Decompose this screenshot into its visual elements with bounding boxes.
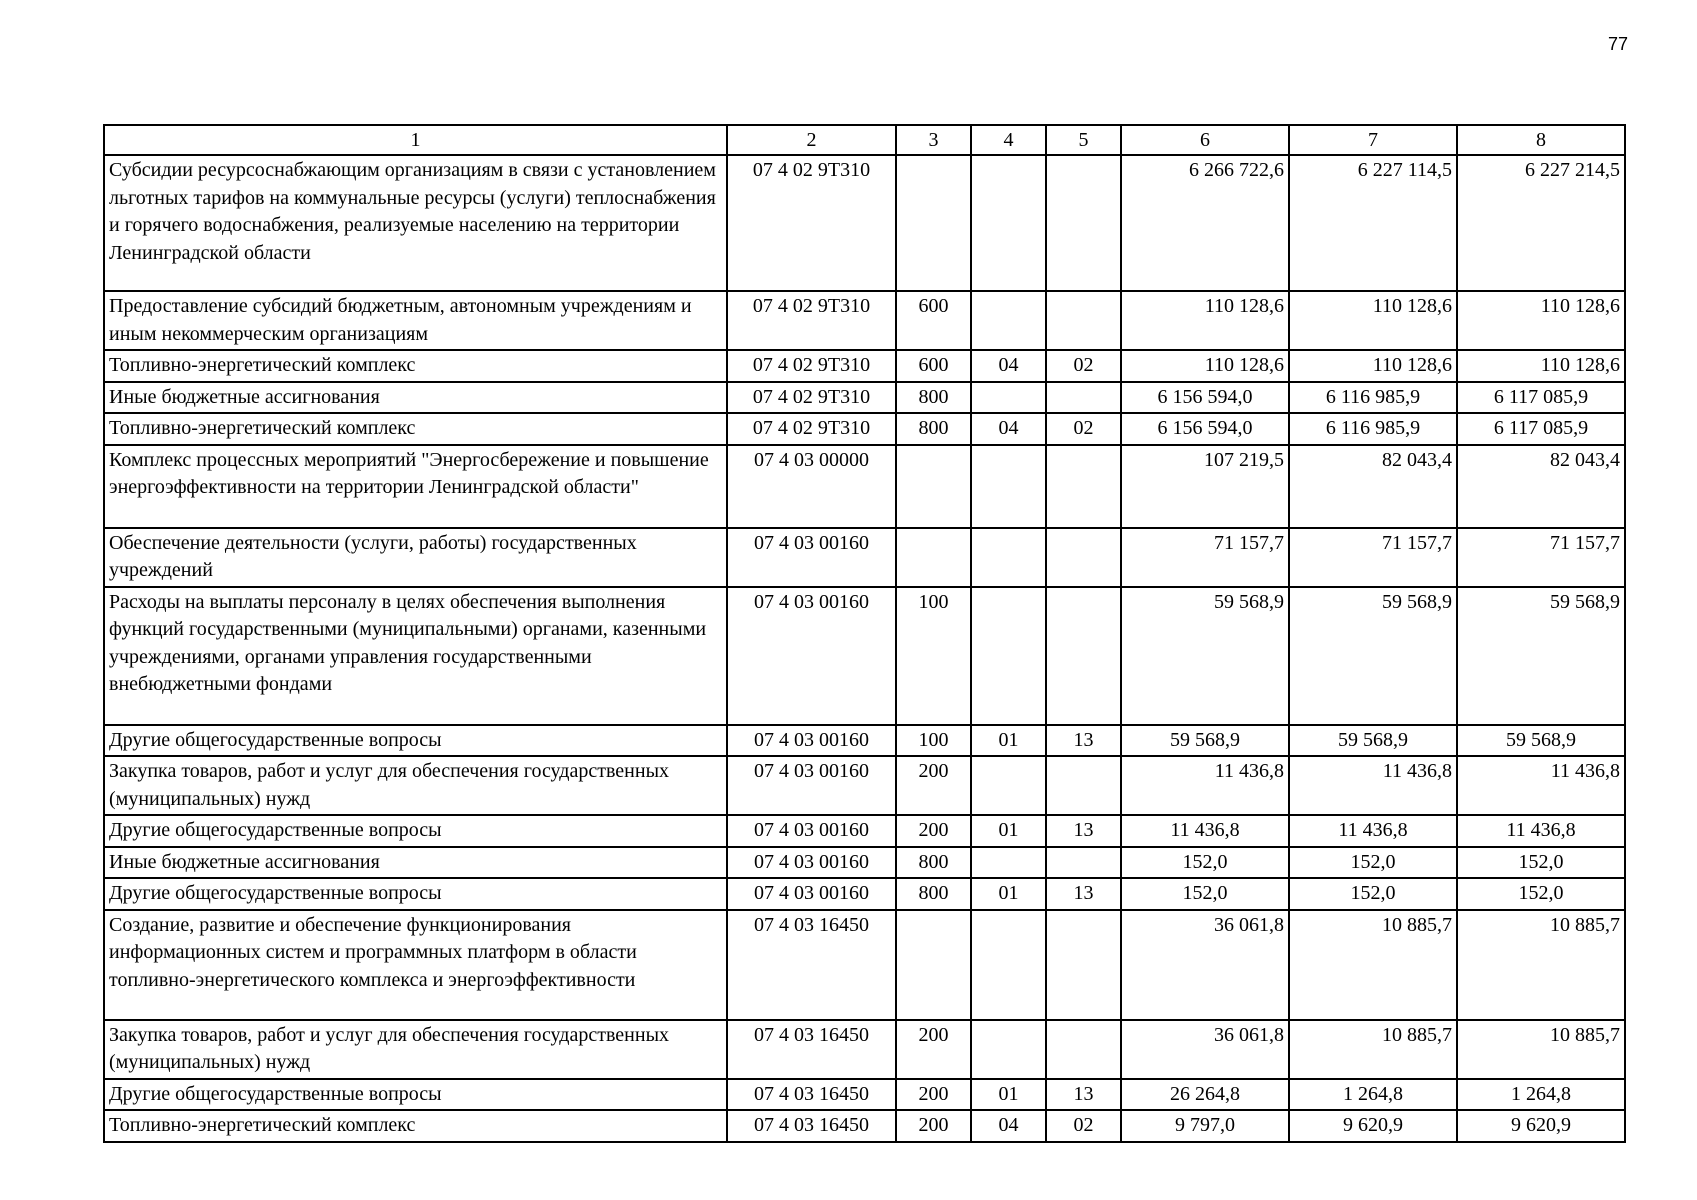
- row-expense-type: 800: [896, 847, 971, 879]
- table-row: [104, 350, 1625, 382]
- row-value-8: 6 227 214,5: [1457, 155, 1625, 291]
- row-value-6: 6 156 594,0: [1121, 382, 1289, 414]
- row-section: [971, 155, 1046, 291]
- row-value-8: 59 568,9: [1457, 725, 1625, 757]
- row-name: Топливно-энергетический комплекс: [104, 413, 727, 445]
- row-value-8: 11 436,8: [1457, 756, 1625, 815]
- row-code: 07 4 02 9Т310: [727, 350, 896, 382]
- row-value-7: 59 568,9: [1289, 725, 1457, 757]
- row-code: 07 4 03 00000: [727, 445, 896, 528]
- table-row: [104, 587, 1625, 725]
- row-code: 07 4 03 00160: [727, 847, 896, 879]
- row-section: 01: [971, 815, 1046, 847]
- row-section: 01: [971, 1079, 1046, 1111]
- table-header-row: [104, 125, 1625, 155]
- row-code: 07 4 03 00160: [727, 815, 896, 847]
- row-value-7: 10 885,7: [1289, 910, 1457, 1020]
- row-value-6: 9 797,0: [1121, 1110, 1289, 1142]
- row-value-7: 6 116 985,9: [1289, 413, 1457, 445]
- row-section: 04: [971, 1110, 1046, 1142]
- column-header: 7: [1289, 125, 1457, 155]
- table-row: [104, 878, 1625, 910]
- row-expense-type: 800: [896, 382, 971, 414]
- row-value-6: 59 568,9: [1121, 587, 1289, 725]
- row-expense-type: 600: [896, 350, 971, 382]
- row-value-8: 1 264,8: [1457, 1079, 1625, 1111]
- row-expense-type: 200: [896, 1020, 971, 1079]
- row-value-6: 6 156 594,0: [1121, 413, 1289, 445]
- row-value-7: 10 885,7: [1289, 1020, 1457, 1079]
- table-row: [104, 815, 1625, 847]
- row-code: 07 4 03 00160: [727, 528, 896, 587]
- row-value-7: 9 620,9: [1289, 1110, 1457, 1142]
- row-name: Расходы на выплаты персоналу в целях обеспечения выполнения функций государственными (муниципальными) органами, казенными учреждениями, органами управления государственными внебюджетными фондами: [104, 587, 727, 725]
- row-value-8: 11 436,8: [1457, 815, 1625, 847]
- table-row: [104, 910, 1625, 1020]
- row-section: 01: [971, 878, 1046, 910]
- row-value-7: 110 128,6: [1289, 291, 1457, 350]
- row-value-8: 110 128,6: [1457, 350, 1625, 382]
- row-section: [971, 528, 1046, 587]
- table-row: [104, 155, 1625, 291]
- row-subsection: [1046, 291, 1121, 350]
- row-value-7: 11 436,8: [1289, 815, 1457, 847]
- row-value-6: 6 266 722,6: [1121, 155, 1289, 291]
- row-expense-type: 200: [896, 1110, 971, 1142]
- row-name: Другие общегосударственные вопросы: [104, 725, 727, 757]
- row-value-8: 10 885,7: [1457, 1020, 1625, 1079]
- row-value-6: 59 568,9: [1121, 725, 1289, 757]
- row-value-8: 71 157,7: [1457, 528, 1625, 587]
- row-name: Закупка товаров, работ и услуг для обеспечения государственных (муниципальных) нужд: [104, 756, 727, 815]
- row-value-8: 110 128,6: [1457, 291, 1625, 350]
- table-row: [104, 528, 1625, 587]
- row-value-8: 152,0: [1457, 878, 1625, 910]
- row-value-8: 9 620,9: [1457, 1110, 1625, 1142]
- table-row: [104, 291, 1625, 350]
- row-value-8: 59 568,9: [1457, 587, 1625, 725]
- row-section: [971, 1020, 1046, 1079]
- row-code: 07 4 02 9Т310: [727, 413, 896, 445]
- row-value-6: 152,0: [1121, 878, 1289, 910]
- row-value-7: 152,0: [1289, 878, 1457, 910]
- column-header: 4: [971, 125, 1046, 155]
- row-subsection: [1046, 847, 1121, 879]
- column-header: 3: [896, 125, 971, 155]
- row-code: 07 4 02 9Т310: [727, 155, 896, 291]
- row-name: Другие общегосударственные вопросы: [104, 878, 727, 910]
- row-value-6: 152,0: [1121, 847, 1289, 879]
- row-expense-type: [896, 910, 971, 1020]
- row-name: Субсидии ресурсоснабжающим организациям в связи с установлением льготных тарифов на коммунальные ресурсы (услуги) теплоснабжения и горячего водоснабжения, реализуемые населению на территории Ленинградской области: [104, 155, 727, 291]
- table-row: [104, 1020, 1625, 1079]
- table-row: [104, 725, 1625, 757]
- row-subsection: 13: [1046, 878, 1121, 910]
- row-expense-type: [896, 155, 971, 291]
- row-expense-type: [896, 528, 971, 587]
- row-code: 07 4 03 16450: [727, 1020, 896, 1079]
- column-header: 6: [1121, 125, 1289, 155]
- row-expense-type: 100: [896, 587, 971, 725]
- row-name: Комплекс процессных мероприятий "Энергосбережение и повышение энергоэффективности на территории Ленинградской области": [104, 445, 727, 528]
- row-value-6: 71 157,7: [1121, 528, 1289, 587]
- row-section: [971, 847, 1046, 879]
- row-subsection: 02: [1046, 1110, 1121, 1142]
- row-name: Создание, развитие и обеспечение функционирования информационных систем и программных платформ в области топливно-энергетического комплекса и энергоэффективности: [104, 910, 727, 1020]
- budget-table: [103, 124, 1626, 1143]
- row-subsection: 13: [1046, 725, 1121, 757]
- row-expense-type: 200: [896, 756, 971, 815]
- row-subsection: [1046, 587, 1121, 725]
- row-section: 01: [971, 725, 1046, 757]
- row-value-7: 6 227 114,5: [1289, 155, 1457, 291]
- row-section: [971, 587, 1046, 725]
- row-code: 07 4 03 16450: [727, 910, 896, 1020]
- row-value-7: 152,0: [1289, 847, 1457, 879]
- row-subsection: [1046, 445, 1121, 528]
- row-value-6: 11 436,8: [1121, 756, 1289, 815]
- row-value-7: 11 436,8: [1289, 756, 1457, 815]
- row-subsection: [1046, 382, 1121, 414]
- row-value-8: 6 117 085,9: [1457, 382, 1625, 414]
- row-value-8: 6 117 085,9: [1457, 413, 1625, 445]
- row-code: 07 4 02 9Т310: [727, 382, 896, 414]
- row-value-7: 59 568,9: [1289, 587, 1457, 725]
- row-value-6: 11 436,8: [1121, 815, 1289, 847]
- row-expense-type: 800: [896, 413, 971, 445]
- row-section: [971, 756, 1046, 815]
- page-number: 77: [1608, 34, 1629, 54]
- row-expense-type: 200: [896, 1079, 971, 1111]
- column-header: 5: [1046, 125, 1121, 155]
- row-name: Иные бюджетные ассигнования: [104, 382, 727, 414]
- row-name: Топливно-энергетический комплекс: [104, 350, 727, 382]
- row-expense-type: 200: [896, 815, 971, 847]
- row-section: [971, 910, 1046, 1020]
- row-name: Иные бюджетные ассигнования: [104, 847, 727, 879]
- row-code: 07 4 03 16450: [727, 1110, 896, 1142]
- row-section: [971, 291, 1046, 350]
- row-subsection: [1046, 756, 1121, 815]
- row-subsection: 02: [1046, 413, 1121, 445]
- row-name: Предоставление субсидий бюджетным, автономным учреждениям и иным некоммерческим организациям: [104, 291, 727, 350]
- row-subsection: 02: [1046, 350, 1121, 382]
- row-code: 07 4 02 9Т310: [727, 291, 896, 350]
- row-name: Другие общегосударственные вопросы: [104, 815, 727, 847]
- row-name: Топливно-энергетический комплекс: [104, 1110, 727, 1142]
- row-code: 07 4 03 16450: [727, 1079, 896, 1111]
- row-section: 04: [971, 350, 1046, 382]
- row-value-7: 1 264,8: [1289, 1079, 1457, 1111]
- row-value-6: 107 219,5: [1121, 445, 1289, 528]
- row-section: [971, 382, 1046, 414]
- row-expense-type: 100: [896, 725, 971, 757]
- table-row: [104, 382, 1625, 414]
- row-value-8: 82 043,4: [1457, 445, 1625, 528]
- row-subsection: 13: [1046, 815, 1121, 847]
- table-row: [104, 847, 1625, 879]
- row-code: 07 4 03 00160: [727, 756, 896, 815]
- table-row: [104, 756, 1625, 815]
- row-section: [971, 445, 1046, 528]
- column-header: 8: [1457, 125, 1625, 155]
- table-row: [104, 445, 1625, 528]
- row-value-6: 110 128,6: [1121, 350, 1289, 382]
- row-value-7: 110 128,6: [1289, 350, 1457, 382]
- row-subsection: [1046, 1020, 1121, 1079]
- row-expense-type: [896, 445, 971, 528]
- row-section: 04: [971, 413, 1046, 445]
- row-expense-type: 800: [896, 878, 971, 910]
- row-subsection: [1046, 910, 1121, 1020]
- table-row: [104, 1110, 1625, 1142]
- table-row: [104, 1079, 1625, 1111]
- row-value-8: 152,0: [1457, 847, 1625, 879]
- row-name: Закупка товаров, работ и услуг для обеспечения государственных (муниципальных) нужд: [104, 1020, 727, 1079]
- row-code: 07 4 03 00160: [727, 878, 896, 910]
- row-value-7: 82 043,4: [1289, 445, 1457, 528]
- row-code: 07 4 03 00160: [727, 725, 896, 757]
- row-value-6: 110 128,6: [1121, 291, 1289, 350]
- row-name: Другие общегосударственные вопросы: [104, 1079, 727, 1111]
- row-subsection: 13: [1046, 1079, 1121, 1111]
- row-value-6: 36 061,8: [1121, 1020, 1289, 1079]
- row-value-7: 6 116 985,9: [1289, 382, 1457, 414]
- column-header: 1: [104, 125, 727, 155]
- row-value-7: 71 157,7: [1289, 528, 1457, 587]
- row-name: Обеспечение деятельности (услуги, работы) государственных учреждений: [104, 528, 727, 587]
- row-subsection: [1046, 528, 1121, 587]
- row-subsection: [1046, 155, 1121, 291]
- row-value-6: 26 264,8: [1121, 1079, 1289, 1111]
- row-expense-type: 600: [896, 291, 971, 350]
- table-row: [104, 413, 1625, 445]
- row-value-8: 10 885,7: [1457, 910, 1625, 1020]
- row-code: 07 4 03 00160: [727, 587, 896, 725]
- row-value-6: 36 061,8: [1121, 910, 1289, 1020]
- column-header: 2: [727, 125, 896, 155]
